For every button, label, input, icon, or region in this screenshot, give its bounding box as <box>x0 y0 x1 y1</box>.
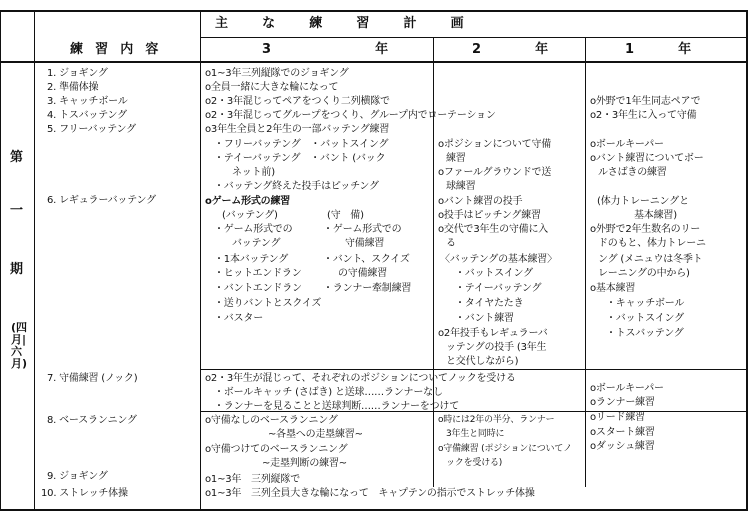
g3-line: ・バントエンドラン <box>214 283 302 294</box>
g3-line: o守備なしのベースランニング <box>205 415 338 426</box>
g1-line: ドのもと、体力トレーニ <box>598 238 706 249</box>
g2-line: 〈バッテングの基本練習〉 <box>440 254 557 265</box>
g2-line: ・バットスイング <box>455 268 533 279</box>
g3-line: ・バスター <box>214 313 263 324</box>
g2-line: と交代しながら) <box>446 356 519 367</box>
grade1-column-rule <box>585 37 586 487</box>
g3-line: ・テイーバッテング ・バント (バック <box>214 153 386 164</box>
g1-line: o外野で2年生数名のリー <box>590 224 701 235</box>
g1-line: oリード練習 <box>590 412 645 423</box>
period-dai: 第 <box>10 150 24 165</box>
g3-line: ~各塁への走塁練習~ <box>268 429 363 440</box>
g1-line: oボールキーパー <box>590 139 664 150</box>
g2-line: ・タイヤたたき <box>455 298 524 309</box>
header-bottom-rule <box>0 61 748 63</box>
g2-line: o交代で3年生の守備に入 <box>438 224 549 235</box>
header-content: 練 習 内 容 <box>70 42 159 57</box>
period-months: (四月|六月) <box>11 321 28 370</box>
header-grade1: 1 年 <box>625 42 691 57</box>
g1-line: o基本練習 <box>590 283 636 294</box>
table-border-bottom <box>0 509 748 511</box>
g3-line: o全員一緒に大きな輪になって <box>205 82 339 93</box>
header-grade3: 3 年 <box>262 42 388 57</box>
g3-line: ・1本バッテング <box>214 254 289 265</box>
g2-line: o投手はピッチング練習 <box>438 210 541 221</box>
item-2: 2. 準備体操 <box>47 82 99 93</box>
g3-line: o3年生全員と2年生の一部バッテング練習 <box>205 124 390 135</box>
g3-line: ・ゲーム形式での <box>323 224 402 235</box>
g1-line: ・キャッチボール <box>606 298 685 309</box>
item-6: 6. レギュラーバッテング <box>47 195 156 206</box>
g2-line: o2年投手もレギュラーバ <box>438 328 548 339</box>
g2-line: oポジションについて守備 <box>438 139 552 150</box>
g1-line: oボールキーパー <box>590 383 664 394</box>
g3-line: o守備つけてのベースランニング <box>205 444 348 455</box>
g3-line: 守備練習 <box>345 238 385 249</box>
g1-line: oダッシュ練習 <box>590 441 655 452</box>
g1-line: oバント練習についてボー <box>590 153 704 164</box>
g3-line: ネット前) <box>232 167 275 178</box>
table-border-top <box>0 10 748 12</box>
grade2-column-rule <box>433 37 434 487</box>
g2-line: 球練習 <box>446 181 476 192</box>
g3-line: ・送りバントとスクイズ <box>214 298 322 309</box>
g1-line: (体力トレーニングと <box>597 196 689 207</box>
table-title: 主 な 練 習 計 画 <box>215 16 464 31</box>
g3-line: ・ボールキャッチ (さばき) と送球……ランナーなし <box>214 387 443 398</box>
item-5: 5. フリーバッテング <box>47 124 136 135</box>
g3-line: ・バント、スクイズ <box>323 254 410 265</box>
item-7: 7. 守備練習 (ノック) <box>47 373 138 384</box>
g3-line: (バッテング) <box>222 210 278 221</box>
table-border-left <box>0 10 1 511</box>
g2-line: oバント練習の投手 <box>438 196 523 207</box>
g1-line: 基本練習) <box>634 210 677 221</box>
row-rule-warmup <box>200 369 746 370</box>
item-3: 3. キャッチボール <box>47 96 128 107</box>
g3-line: o2・3年生が混じって、それぞれのポジションについてノックを受ける <box>205 373 516 384</box>
g2-line: ・テイーバッテング <box>455 283 542 294</box>
g2-line: o時には2年の半分、ランナー <box>438 415 555 425</box>
header-divider <box>200 37 746 38</box>
content-column-rule <box>200 10 201 511</box>
item-1: 1. ジョギング <box>47 68 108 79</box>
g2-line: oファールグラウンドで送 <box>438 167 552 178</box>
g3-line: ・ヒットエンドラン <box>214 268 302 279</box>
item-10: 10. ストレッチ体操 <box>41 488 128 499</box>
g3-line: ・バッテング終えた投手はピッチング <box>214 181 379 192</box>
item-9: 9. ジョギング <box>47 471 108 482</box>
g3-line: ・ランナーを見ることと送球判断……ランナーをつけて <box>214 401 459 412</box>
g2-line: o守備練習 (ポジションについてノ <box>438 444 572 454</box>
g3-line: ~走塁判断の練習~ <box>262 458 347 469</box>
g3-line: バッテング <box>232 238 281 249</box>
g2-line: ・バント練習 <box>455 313 514 324</box>
g3-line: o2・3年混じってグループをつくり、グループ内でローテーション <box>205 110 496 121</box>
g3-line: o1~3年 三列縦隊で <box>205 474 301 485</box>
g1-line: oスタート練習 <box>590 427 655 438</box>
g1-line: ・バットスイング <box>606 313 684 324</box>
g3-line: ・フリーバッテング ・バットスイング <box>214 139 389 150</box>
g3-line: o1~3年三列縦隊でのジョギング <box>205 68 349 79</box>
g3-line: ・ゲーム形式での <box>214 224 293 235</box>
g2-line: ッテングの投手 (3年生 <box>446 342 547 353</box>
g2-line: 3年生と同時に <box>446 429 505 439</box>
g1-line: oランナー練習 <box>590 397 655 408</box>
g3-line: oゲーム形式の練習 <box>205 196 291 207</box>
g3-line: ・ランナー牽制練習 <box>323 283 412 294</box>
period-ichi: 一 <box>10 203 24 218</box>
item-4: 4. トスバッテング <box>47 110 127 121</box>
g1-line: o2・3年生に入って守備 <box>590 110 697 121</box>
g1-line: レーニングの中から) <box>598 268 690 279</box>
item-8: 8. ベースランニング <box>47 415 137 426</box>
header-grade2: 2 年 <box>472 42 548 57</box>
g1-line: o外野で1年生同志ペアで <box>590 96 701 107</box>
g2-line: ックを受ける) <box>446 458 503 468</box>
period-column-rule <box>34 10 35 511</box>
g2-line: 練習 <box>446 153 466 164</box>
g1-line: ルさばきの練習 <box>598 167 667 178</box>
g1-line: ・トスバッテング <box>606 328 684 339</box>
g3-line: の守備練習 <box>338 268 387 279</box>
g2-line: る <box>446 238 456 249</box>
g3-line: o2・3年混じってペアをつくり二列横隊で <box>205 96 390 107</box>
period-ki: 期 <box>10 262 24 277</box>
g3-line: o1~3年 三列全員大きな輪になって キャプテンの指示でストレッチ体操 <box>205 488 535 499</box>
g1-line: ング (メニュウは冬季ト <box>598 254 703 265</box>
g3-line: (守 備) <box>327 210 364 221</box>
